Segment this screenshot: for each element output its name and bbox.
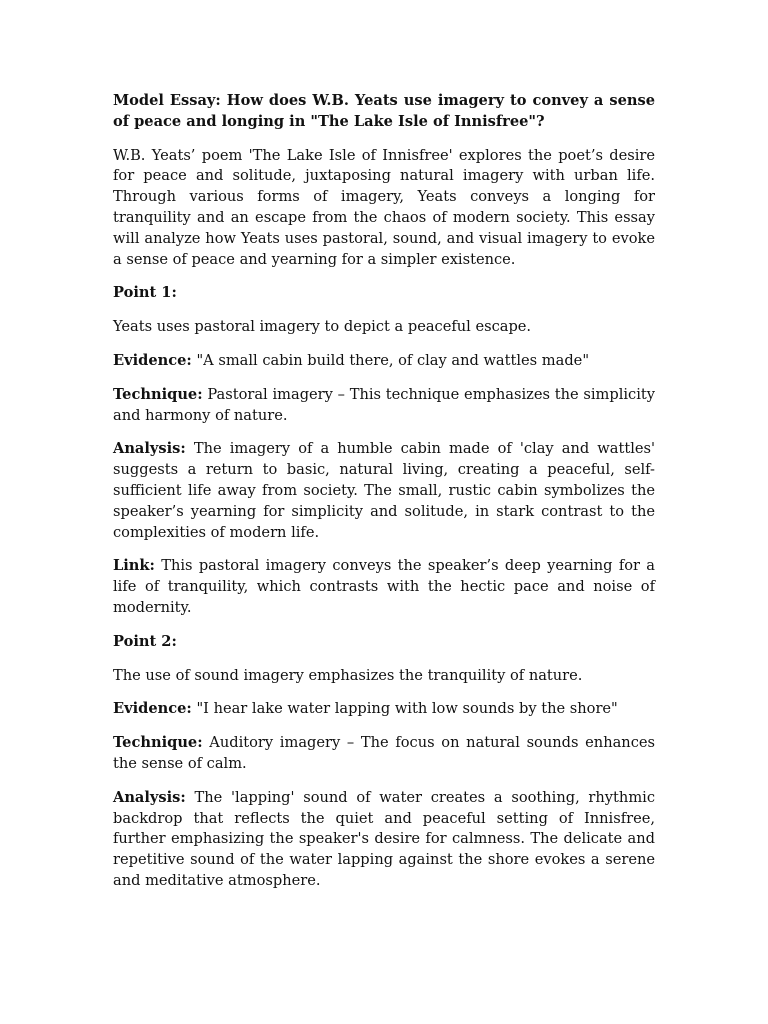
point-1-heading: Point 1: <box>113 284 177 302</box>
technique-text: Pastoral imagery – This technique emphasizes the simplicity and harmony of nature. <box>113 385 655 424</box>
evidence-label: Evidence: <box>113 700 192 718</box>
evidence-text: "A small cabin build there, of clay and wattles made" <box>191 351 590 369</box>
evidence-text: "I hear lake water lapping with low sounds by the shore" <box>191 700 618 718</box>
evidence-label: Evidence: <box>113 351 192 369</box>
point-1-link <box>113 556 655 618</box>
point-1-evidence <box>113 351 655 372</box>
analysis-text: The imagery of a humble cabin made of 'clay and wattles' suggests a return to basic, natural living, creating a peaceful, self-sufficient life away from society. The small, rustic cabin symbolizes the speaker’s yearning for simplicity and solitude, in stark contrast to the complexities of modern life. <box>113 440 655 541</box>
point-2-technique <box>113 733 655 775</box>
point-2-statement: The use of sound imagery emphasizes the tranquility of nature. <box>113 666 583 684</box>
point-1-statement: Yeats uses pastoral imagery to depict a peaceful escape. <box>113 318 532 336</box>
point-2-evidence <box>113 699 655 720</box>
point-2-analysis <box>113 788 655 892</box>
technique-label: Technique: <box>113 734 203 752</box>
analysis-text: The 'lapping' sound of water creates a soothing, rhythmic backdrop that reflects the quiet and peaceful setting of Innisfree, further emphasizing the speaker's desire for calmness. The delicate and repetitive sound of the water lapping against the shore evokes a serene and meditative atmosphere. <box>113 788 655 889</box>
technique-text: Auditory imagery – The focus on natural sounds enhances the sense of calm. <box>113 734 655 772</box>
technique-label: Technique: <box>113 385 203 403</box>
analysis-label: Analysis: <box>113 440 186 458</box>
point-1-technique <box>113 385 655 427</box>
analysis-label: Analysis: <box>113 788 186 806</box>
link-text: This pastoral imagery conveys the speaker’s deep yearning for a life of tranquility, which contrasts with the hectic pace and noise of modernity. <box>113 557 655 616</box>
document-page <box>113 91 655 905</box>
essay-title: Model Essay: How does W.B. Yeats use imagery to convey a sense of peace and longing in "The Lake Isle of Innisfree"? <box>113 92 655 130</box>
link-label: Link: <box>113 557 155 575</box>
point-1-analysis <box>113 439 655 543</box>
point-2-heading: Point 2: <box>113 632 177 650</box>
intro-paragraph: W.B. Yeats’ poem 'The Lake Isle of Innisfree' explores the poet’s desire for peace and solitude, juxtaposing natural imagery with urban life. Through various forms of imagery, Yeats conveys a longing for tranquility and an escape from the chaos of modern society. This essay will analyze how Yeats uses pastoral, sound, and visual imagery to evoke a sense of peace and yearning for a simpler existence. <box>113 146 655 268</box>
